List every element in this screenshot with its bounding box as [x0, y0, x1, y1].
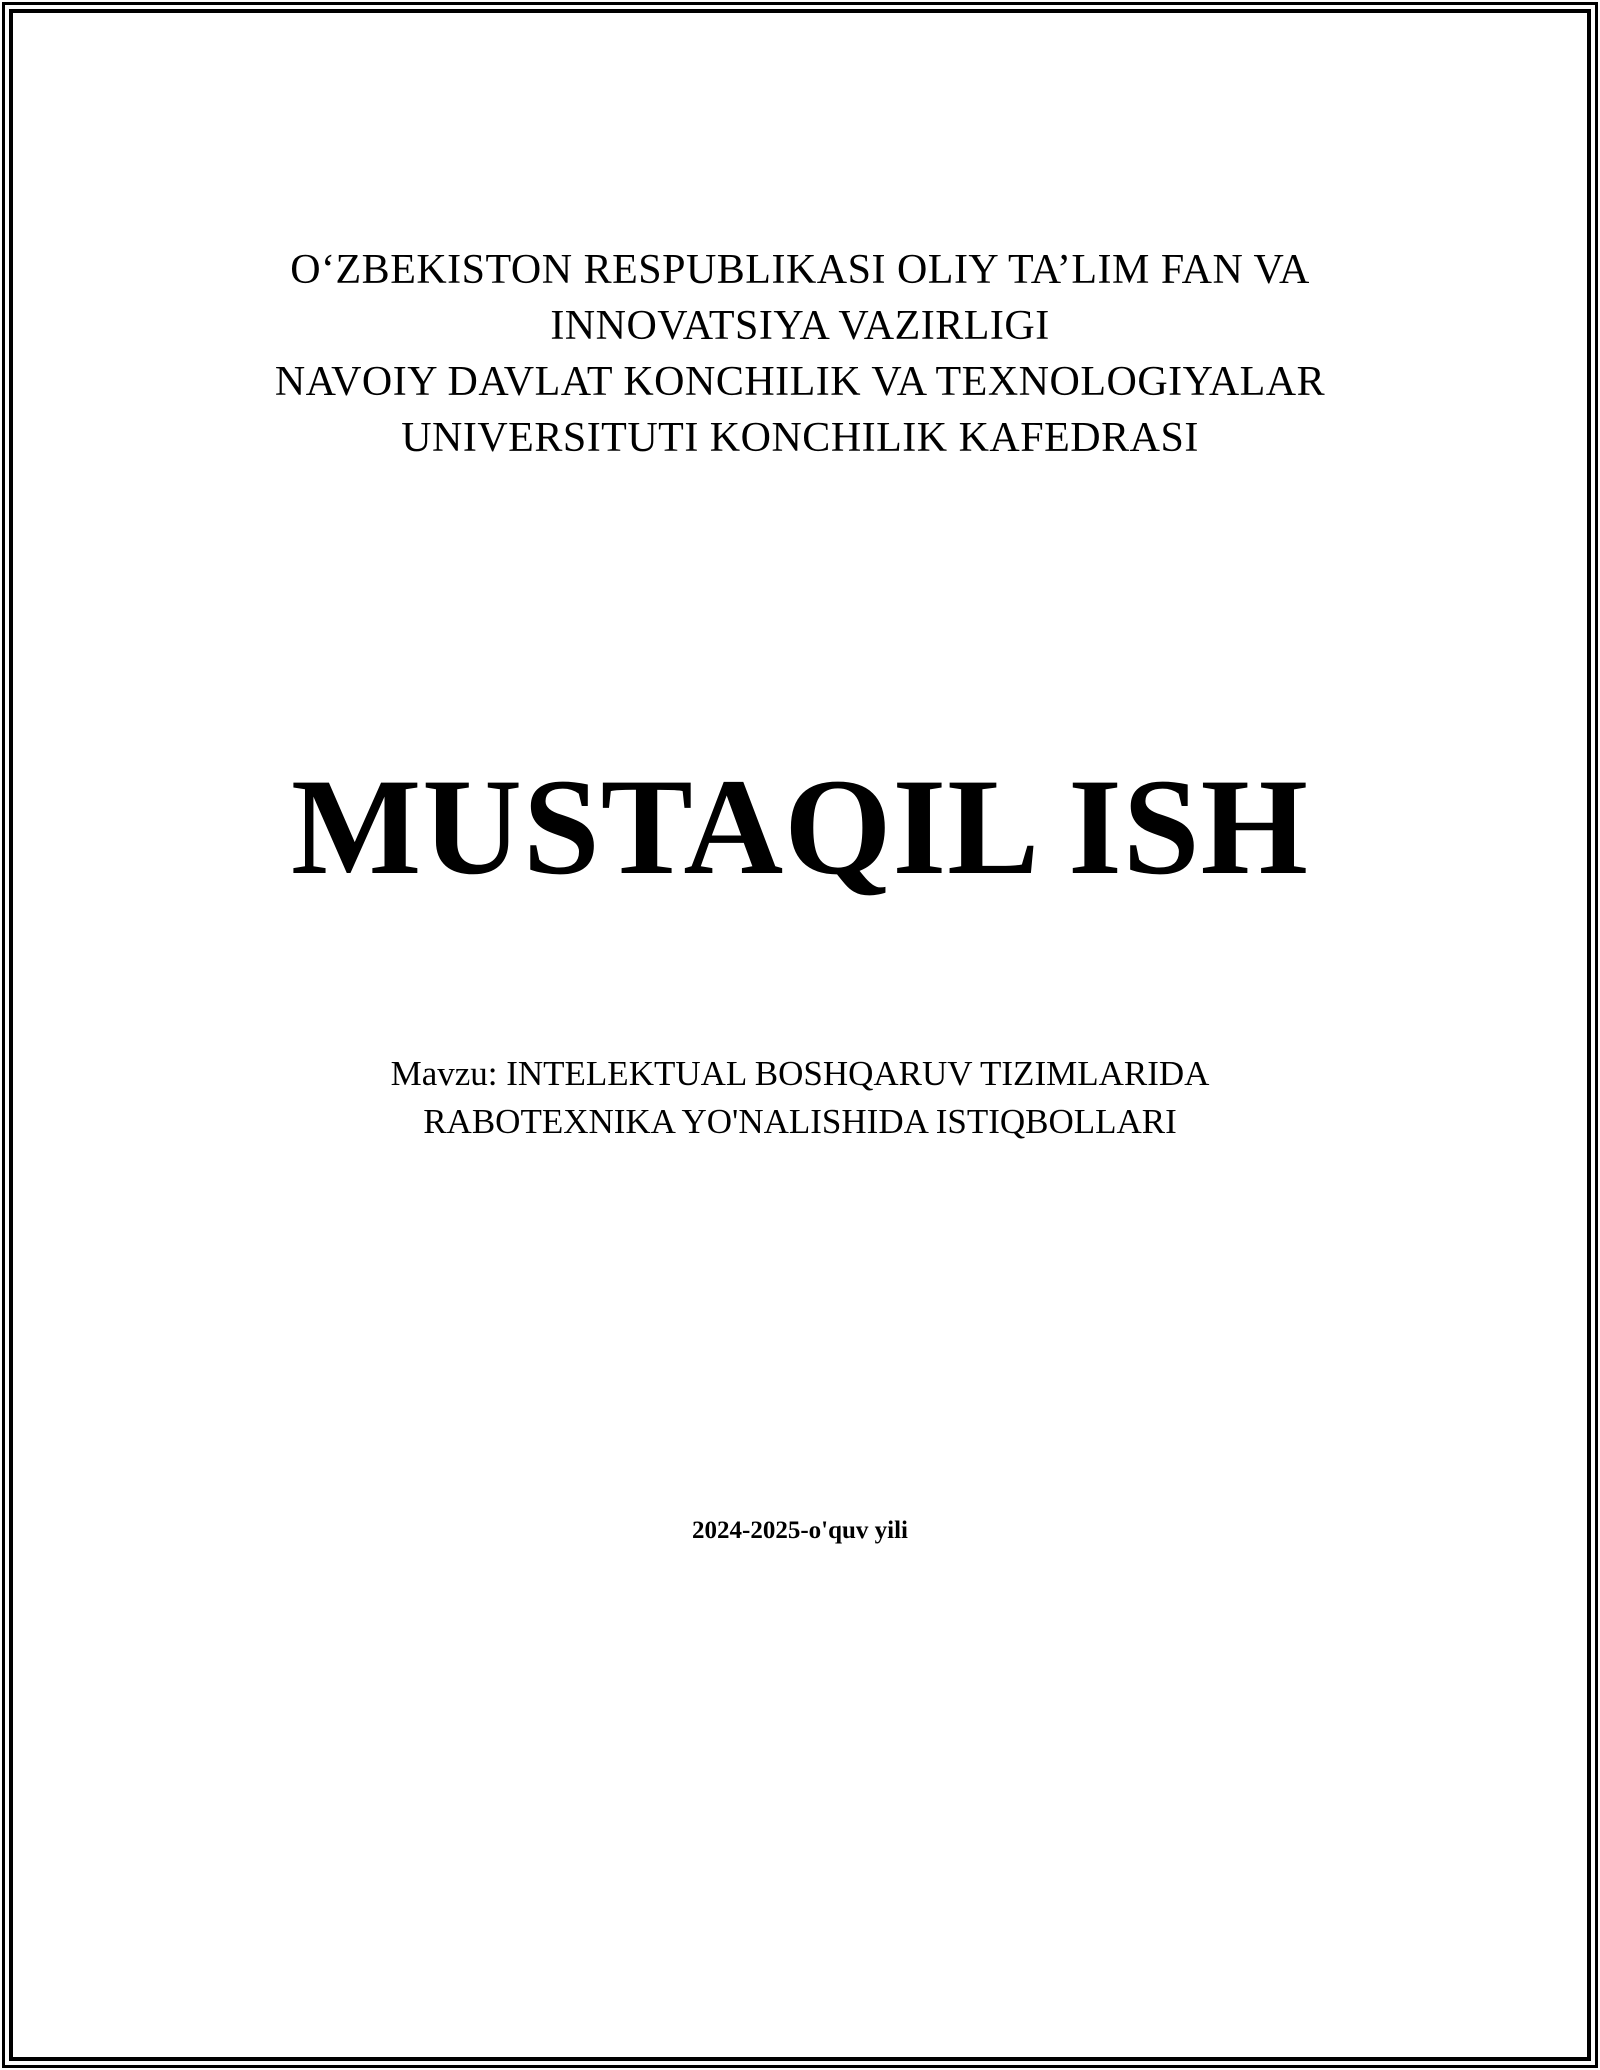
header-line-3: NAVOIY DAVLAT KONCHILIK VA TEXNOLOGIYALAR [274, 359, 1326, 405]
header-line-2: INNOVATSIYA VAZIRLIGI [550, 303, 1050, 349]
subject-line-1: Mavzu: INTELEKTUAL BOSHQARUV TIZIMLARIDA [390, 1054, 1210, 1093]
ministry-header [80, 242, 1520, 466]
document-title: MUSTAQIL ISH [291, 750, 1309, 903]
academic-year: 2024-2025-o'quv yili [692, 1517, 908, 1544]
subject-topic [120, 1050, 1480, 1146]
subject-line-2: RABOTEXNIKA YO'NALISHIDA ISTIQBOLLARI [423, 1102, 1177, 1141]
header-line-4: UNIVERSITUTI KONCHILIK KAFEDRASI [401, 415, 1199, 461]
header-line-1: O‘ZBEKISTON RESPUBLIKASI OLIY TA’LIM FAN VA [290, 247, 1310, 293]
